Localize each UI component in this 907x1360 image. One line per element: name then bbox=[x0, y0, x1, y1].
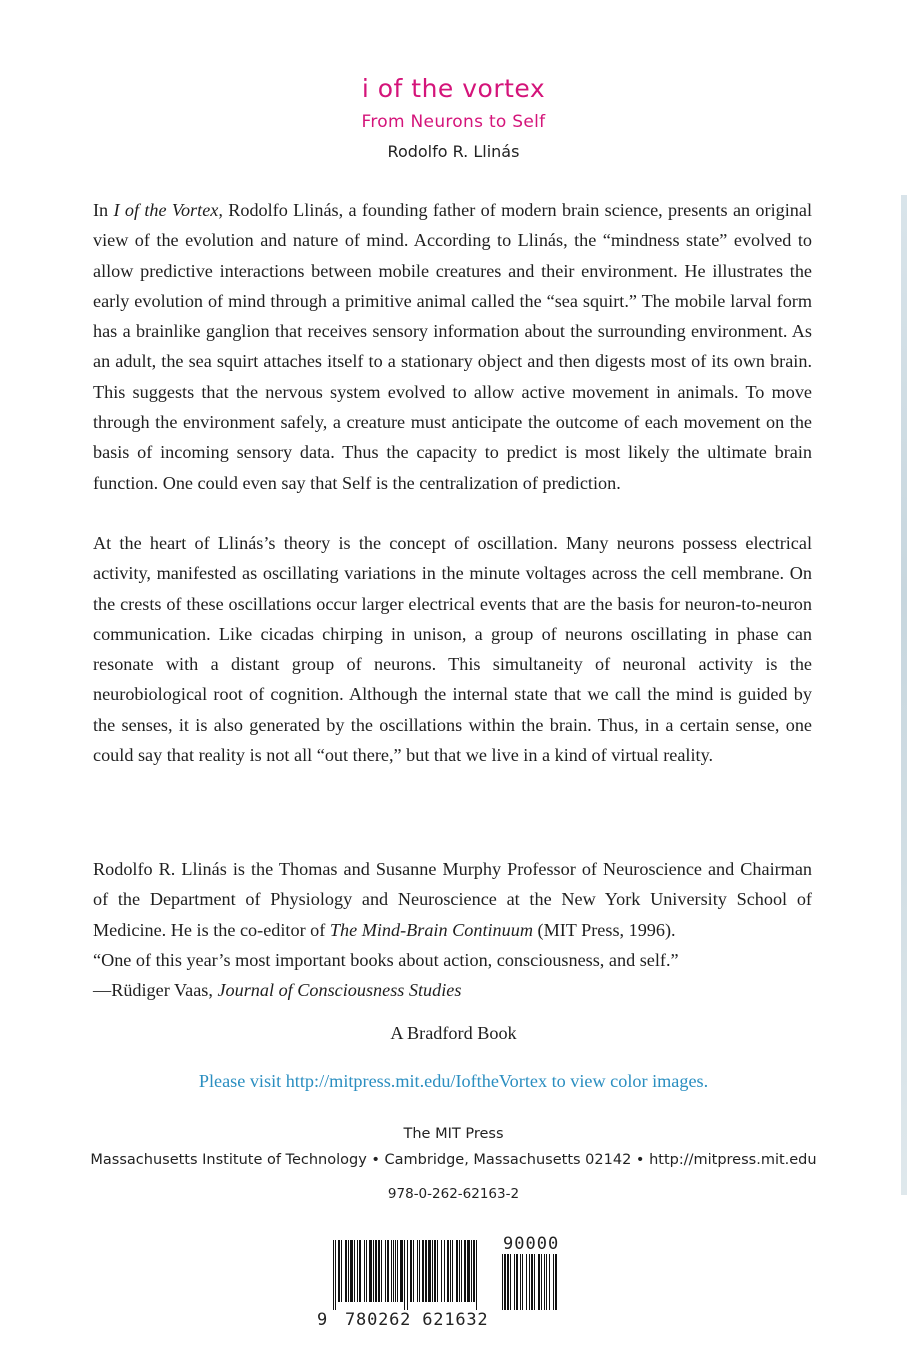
barcode-bar bbox=[464, 1240, 466, 1302]
barcode-bar bbox=[467, 1240, 470, 1302]
barcode-bar bbox=[348, 1240, 349, 1302]
barcode-bar bbox=[452, 1240, 453, 1302]
barcode-bar bbox=[400, 1240, 403, 1302]
barcode-bar bbox=[434, 1240, 436, 1302]
barcode-bar bbox=[391, 1240, 392, 1302]
barcode-bar bbox=[373, 1240, 374, 1302]
barcode-bar bbox=[345, 1240, 347, 1302]
barcode-bar bbox=[407, 1240, 408, 1310]
barcode-bar bbox=[369, 1240, 372, 1302]
barcode-bar bbox=[544, 1254, 545, 1310]
barcode-bar bbox=[381, 1240, 382, 1302]
barcode-bar bbox=[354, 1240, 355, 1302]
barcode-bar bbox=[538, 1254, 540, 1310]
barcode-bar bbox=[425, 1240, 427, 1302]
isbn: 978-0-262-62163-2 bbox=[387, 1186, 520, 1202]
barcode-bar bbox=[444, 1240, 445, 1302]
barcode-bar bbox=[375, 1240, 377, 1302]
barcode-bar bbox=[359, 1240, 361, 1302]
book-subtitle: From Neurons to Self bbox=[361, 112, 546, 132]
barcode-bar bbox=[437, 1240, 438, 1302]
barcode-bar bbox=[555, 1254, 557, 1310]
barcode bbox=[317, 1236, 579, 1336]
barcode-bar bbox=[553, 1254, 554, 1310]
barcode-bar bbox=[378, 1240, 380, 1302]
barcode-bar bbox=[526, 1254, 527, 1310]
publisher-block bbox=[0, 1121, 907, 1207]
barcode-bar bbox=[393, 1240, 394, 1302]
edited-book-title: The Mind-Brain Continuum bbox=[329, 919, 533, 940]
barcode-bar bbox=[341, 1240, 342, 1302]
barcode-bar bbox=[422, 1240, 424, 1302]
publisher-address: Massachusetts Institute of Technology • Cambridge, Massachusetts 02142 • http://mitpress.mit.edu bbox=[90, 1152, 817, 1168]
barcode-bar bbox=[413, 1240, 414, 1302]
barcode-bar bbox=[473, 1240, 475, 1302]
barcode-bar bbox=[338, 1240, 340, 1302]
barcode-bar bbox=[459, 1240, 460, 1302]
barcode-bar bbox=[395, 1240, 396, 1302]
publisher-name: The MIT Press bbox=[403, 1126, 504, 1142]
barcode-bar bbox=[546, 1254, 547, 1310]
barcode-bar bbox=[541, 1254, 542, 1310]
barcode-bar bbox=[529, 1254, 530, 1310]
barcode-bar bbox=[357, 1240, 358, 1302]
barcode-bar bbox=[549, 1254, 550, 1310]
review-quote bbox=[93, 945, 812, 1006]
barcode-bar bbox=[366, 1240, 367, 1302]
barcode-bar bbox=[333, 1240, 334, 1310]
barcode-bar bbox=[510, 1254, 511, 1310]
barcode-bar bbox=[385, 1240, 386, 1302]
imprint-label: A Bradford Book bbox=[390, 1023, 517, 1043]
visit-link[interactable]: Please visit http://mitpress.mit.edu/IoftheVortex to view color images. bbox=[198, 1071, 709, 1091]
description bbox=[93, 195, 812, 770]
barcode-bar bbox=[335, 1240, 336, 1310]
barcode-bar bbox=[404, 1240, 405, 1310]
barcode-bar bbox=[410, 1240, 412, 1302]
author-bio: Rodolfo R. Llinás is the Thomas and Susanne Murphy Professor of Neuroscience and Chairman of the Department of Physiology and Neuroscience at the New York University School of Medicine. He is the co-editor of The Mind-Brain Continuum (MIT Press, 1996). bbox=[93, 859, 812, 940]
barcode-bar bbox=[450, 1240, 451, 1302]
book-author: Rodolfo R. Llinás bbox=[387, 142, 520, 161]
barcode-addon-digits: 90000 bbox=[503, 1234, 560, 1254]
book-title-italic: I of the Vortex, bbox=[113, 200, 223, 220]
barcode-bar bbox=[534, 1254, 535, 1310]
barcode-bar bbox=[502, 1254, 503, 1310]
barcode-bar bbox=[514, 1254, 515, 1310]
description-paragraph-2: At the heart of Llinás’s theory is the concept of oscillation. Many neurons possess electrical activity, manifested as oscillating variations in the minute voltages across the cell membrane. On the crests of these oscillations occur larger electrical events that are the basis for neuron-to-neuron communication. Like cicadas chirping in unison, a group of neurons oscillating in phase can resonate with a distant group of neurons. This simultaneity of neuronal activity is the neurobiological root of cognition. Although the internal state that we call the mind is guided by the senses, it is also generated by the oscillations within the brain. Thus, in a certain sense, one could say that reality is not all “out there,” but that we live in a kind of virtual reality. bbox=[93, 532, 812, 766]
barcode-bar bbox=[387, 1240, 389, 1302]
cover-edge-strip bbox=[901, 195, 907, 1195]
barcode-bar bbox=[419, 1240, 420, 1302]
barcode-bar bbox=[507, 1254, 509, 1310]
barcode-addon-icon bbox=[502, 1254, 564, 1312]
description-paragraph-1: In I of the Vortex, Rodolfo Llinás, a founding father of modern brain science, presents an original view of the evolution and nature of mind. According to Llinás, the “mindness state” evolved to allow predictive interactions between mobile creatures and their environment. He illustrates the early evolution of mind through a primitive animal called the “sea squirt.” The mobile larval form has a brainlike ganglion that receives sensory information about the surrounding environment. As an adult, the sea squirt attaches itself to a stationary object and then digests most of its own brain. This suggests that the nervous system evolved to allow active movement in animals. To move through the environment safely, a creature must anticipate the outcome of each movement on the basis of incoming sensory data. Thus the capacity to predict is most likely the ultimate brain function. One could even say that Self is the centralization of prediction. bbox=[93, 200, 813, 493]
cover-header bbox=[0, 72, 907, 166]
barcode-first-digit: 9 bbox=[317, 1310, 328, 1330]
barcode-bar bbox=[417, 1240, 418, 1302]
barcode-bar bbox=[531, 1254, 533, 1310]
quote-text: “One of this year’s most important books about action, consciousness, and self.” bbox=[93, 950, 679, 970]
quote-attribution: —Rüdiger Vaas, Journal of Consciousness Studies bbox=[93, 980, 462, 1001]
barcode-bar bbox=[397, 1240, 398, 1302]
quote-source: Journal of Consciousness Studies bbox=[217, 980, 462, 1001]
barcode-bar bbox=[350, 1240, 353, 1302]
barcode-bar bbox=[504, 1254, 506, 1310]
barcode-bar bbox=[456, 1240, 458, 1302]
barcode-bar bbox=[471, 1240, 472, 1302]
barcode-main-icon bbox=[333, 1240, 495, 1312]
barcode-bar bbox=[516, 1254, 518, 1310]
barcode-bar bbox=[522, 1254, 523, 1310]
barcode-bar bbox=[432, 1240, 433, 1302]
barcode-main-digits: 780262 621632 bbox=[345, 1310, 489, 1330]
barcode-bar bbox=[441, 1240, 442, 1302]
barcode-bar bbox=[364, 1240, 365, 1302]
barcode-bar bbox=[476, 1240, 477, 1310]
barcode-bar bbox=[447, 1240, 449, 1302]
barcode-bar bbox=[520, 1254, 521, 1310]
barcode-bar bbox=[461, 1240, 462, 1302]
barcode-bar bbox=[428, 1240, 431, 1302]
book-title: i of the vortex bbox=[361, 74, 546, 103]
